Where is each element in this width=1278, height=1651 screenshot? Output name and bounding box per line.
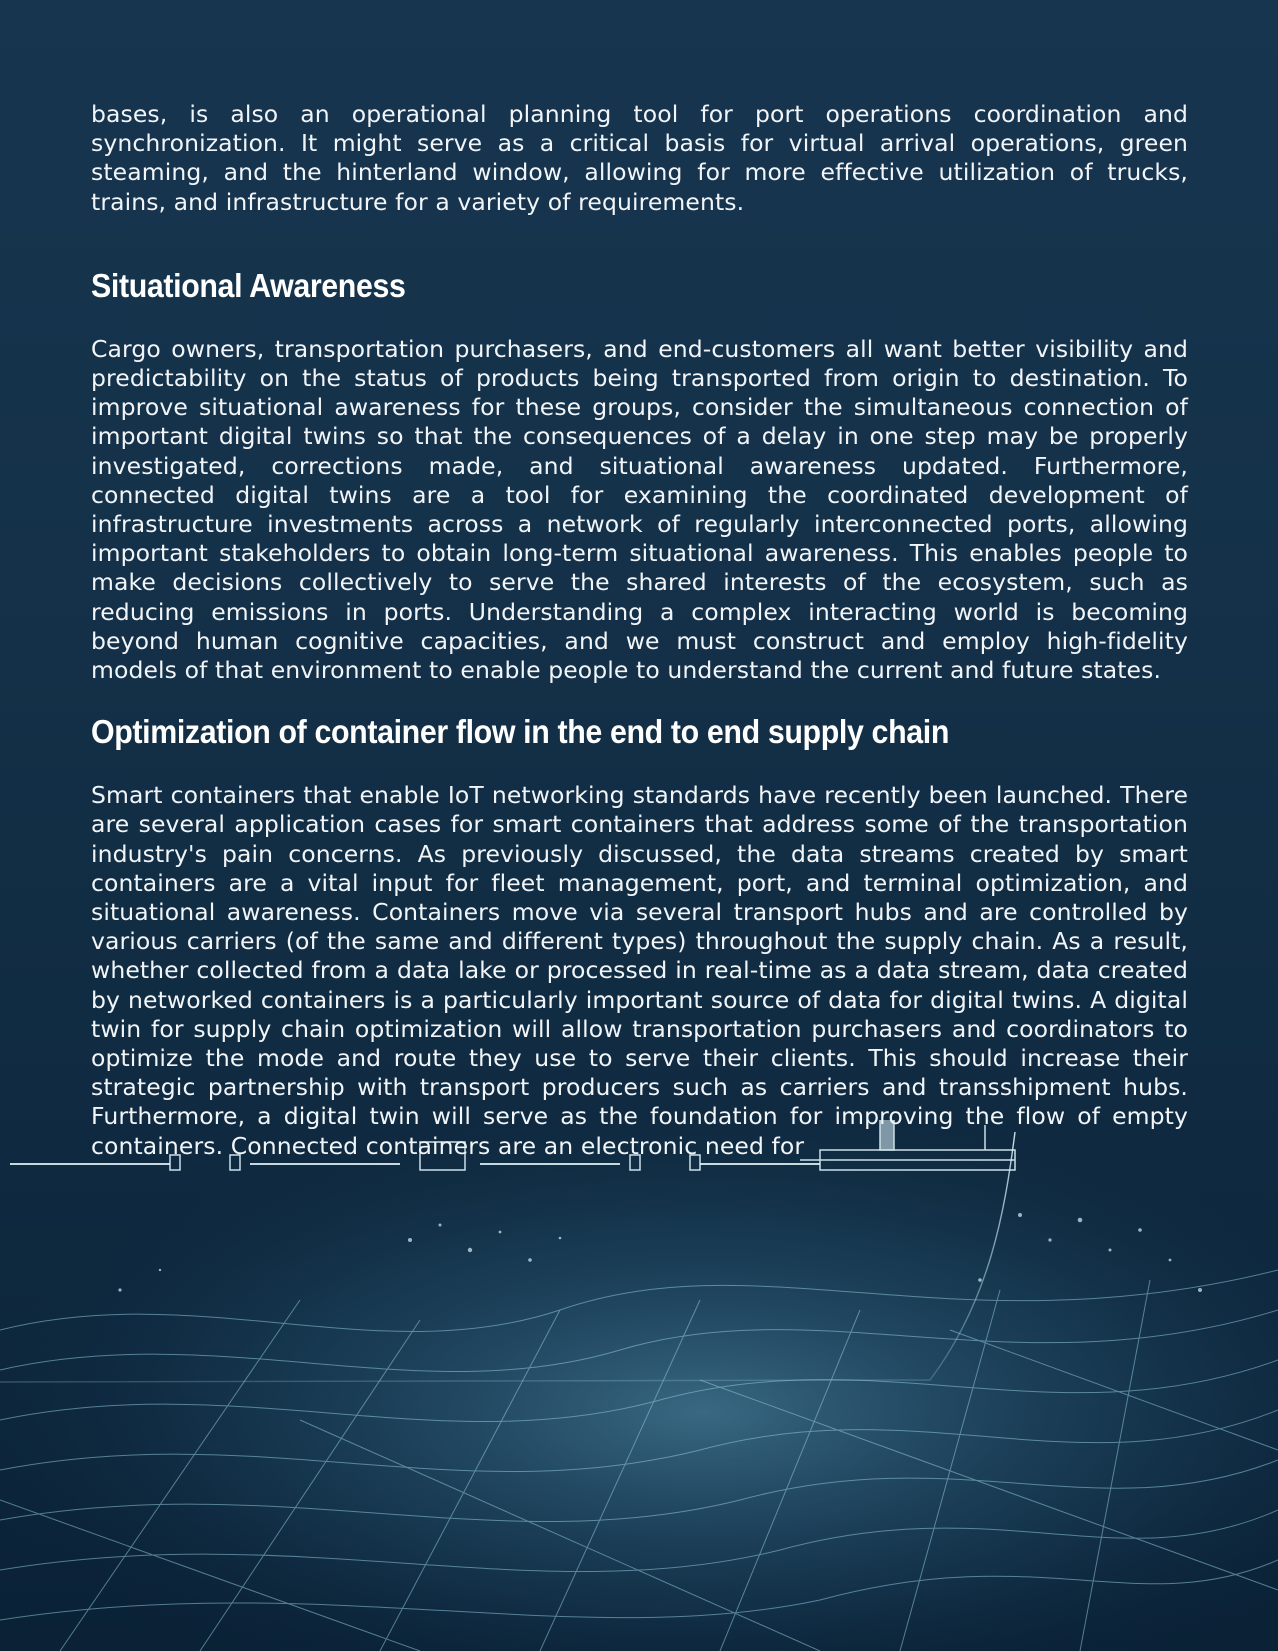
section-body-situational-awareness: Cargo owners, transportation purchasers, and end-customers all want better visibility and predictability on the status of products being transported from origin to destination. To improve situational awareness for these groups, consider the simultaneous connection of important digital twins so that the consequences of a delay in one step may be properly investigated, corrections made, and situational awareness updated. Furthermore, connected digital twins are a tool for examining the coordinated development of infrastructure investments across a network of regularly interconnected ports, allowing important stakeholders to obtain long-term situational awareness. This enables people to make decisions collectively to serve the shared interests of the ecosystem, such as reducing emissions in ports. Understanding a complex interacting world is becoming beyond human cognitive capacities, and we must construct and employ high-fidelity models of that environment to enable people to understand the current and future states. [91, 334, 1188, 685]
text-column [91, 100, 1188, 1161]
section-body-container-flow: Smart containers that enable IoT networking standards have recently been launched. There are several application cases for smart containers that address some of the transportation industry's pain concerns. As previously discussed, the data streams created by smart containers are a vital input for fleet management, port, and terminal optimization, and situational awareness. Containers move via several transport hubs and are controlled by various carriers (of the same and different types) throughout the supply chain. As a result, whether collected from a data lake or processed in real-time as a data stream, data created by networked containers is a particularly important source of data for digital twins. A digital twin for supply chain optimization will allow transportation purchasers and coordinators to optimize the mode and route they use to serve their clients. This should increase their strategic partnership with transport producers such as carriers and transshipment hubs. Furthermore, a digital twin will serve as the foundation for improving the flow of empty containers. Connected containers are an electronic need for [91, 781, 1188, 1160]
wireframe-ship-illustration [0, 1120, 1278, 1651]
intro-paragraph: bases, is also an operational planning tool for port operations coordination and synchronization. It might serve as a critical basis for virtual arrival operations, green steaming, and the hinterland window, allowing for more effective utilization of trucks, trains, and infrastructure for a variety of requirements. [91, 100, 1188, 216]
section-heading-situational-awareness: Situational Awareness [91, 266, 406, 304]
section-heading-container-flow: Optimization of container flow in the end to end supply chain [91, 713, 950, 751]
